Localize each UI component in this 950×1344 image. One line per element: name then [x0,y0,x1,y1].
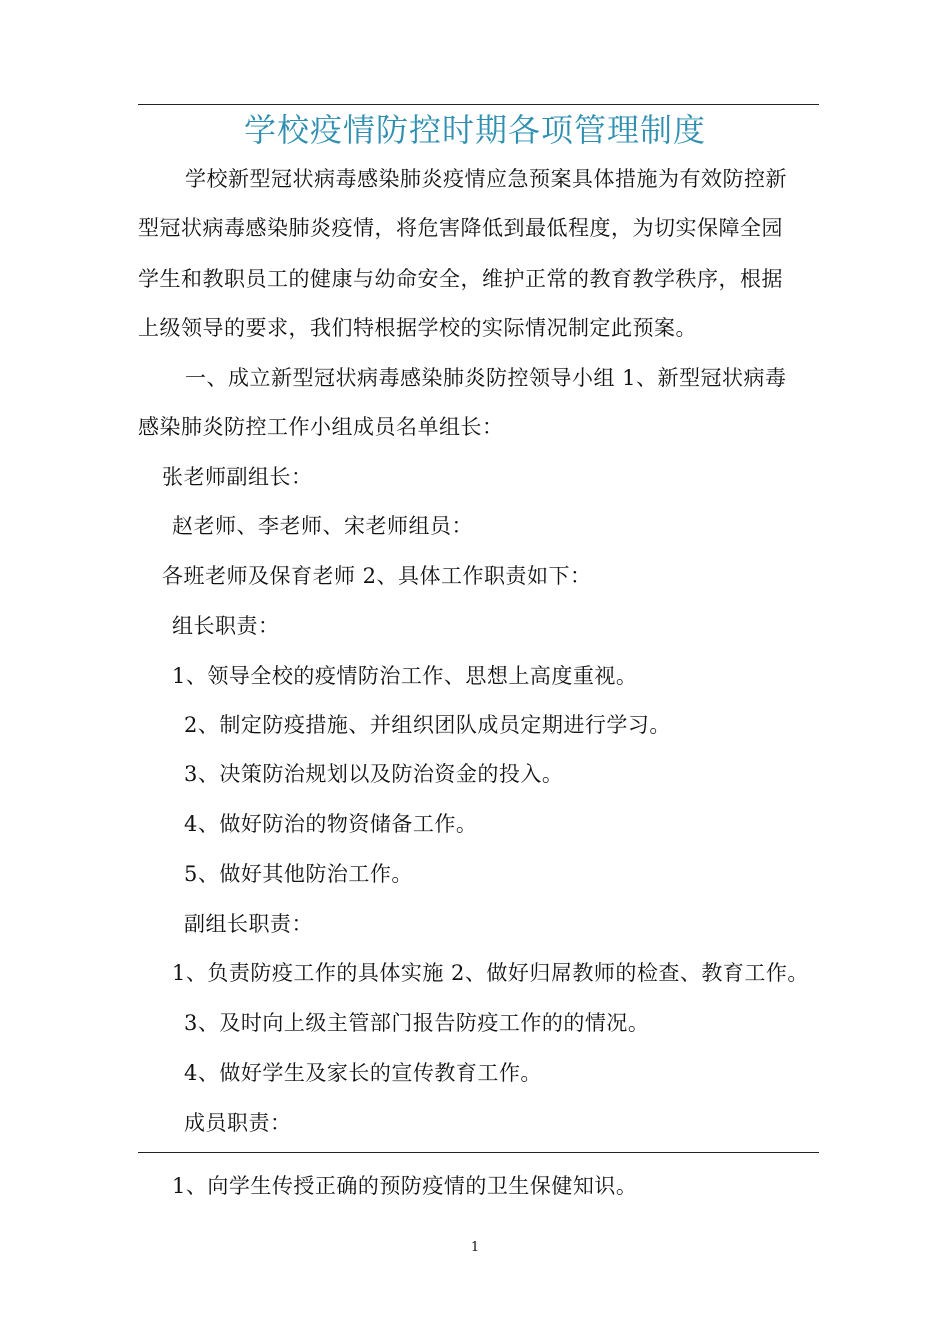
paragraph-line: 1、领导全校的疫情防治工作、思想上高度重视。 [172,664,638,688]
paragraph-line: 1、负责防疫工作的具体实施 2、做好归屌教师的检查、教育工作。 [172,961,809,985]
paragraph-line: 赵老师、李老师、宋老师组员： [172,514,473,538]
document-title: 学校疫情防控时期各项管理制度 [243,111,706,149]
paragraph-line: 2、制定防疫措施、并组织团队成员定期进行学习。 [184,713,671,737]
paragraph-line: 组长职责： [172,614,280,638]
paragraph-line: 学生和教职员工的健康与幼命安全，维护正常的教育教学秩序，根据 [138,267,783,291]
paragraph-line: 1、向学生传授正确的预防疫情的卫生保健知识。 [172,1174,638,1198]
paragraph-line: 3、决策防治规划以及防治资金的投入。 [184,762,564,786]
paragraph-line: 4、做好学生及家长的宣传教育工作。 [184,1061,542,1085]
paragraph-line: 各班老师及保育老师 2、具体工作职责如下： [162,564,592,588]
page-number: 1 [470,1240,480,1255]
paragraph-line: 成员职责： [184,1111,292,1135]
paragraph-line: 一、成立新型冠状病毒感染肺炎防控领导小组 1、新型冠状病毒 [185,366,787,390]
header-rule [138,104,819,105]
paragraph-line: 学校新型冠状病毒感染肺炎疫情应急预案具体措施为有效防控新 [185,167,787,191]
paragraph-line: 4、做好防治的物资储备工作。 [184,812,478,836]
paragraph-line: 型冠状病毒感染肺炎疫情，将危害降低到最低程度，为切实保障全园 [138,216,783,240]
footer-rule [138,1152,819,1153]
paragraph-line: 感染肺炎防控工作小组成员名单组长： [138,415,504,439]
paragraph-line: 副组长职责： [184,912,313,936]
paragraph-line: 5、做好其他防治工作。 [184,862,413,886]
paragraph-line: 上级领导的要求，我们特根据学校的实际情况制定此预案。 [138,316,697,340]
paragraph-line: 3、及时向上级主管部门报告防疫工作的的情况。 [184,1011,650,1035]
paragraph-line: 张老师副组长： [162,465,313,489]
